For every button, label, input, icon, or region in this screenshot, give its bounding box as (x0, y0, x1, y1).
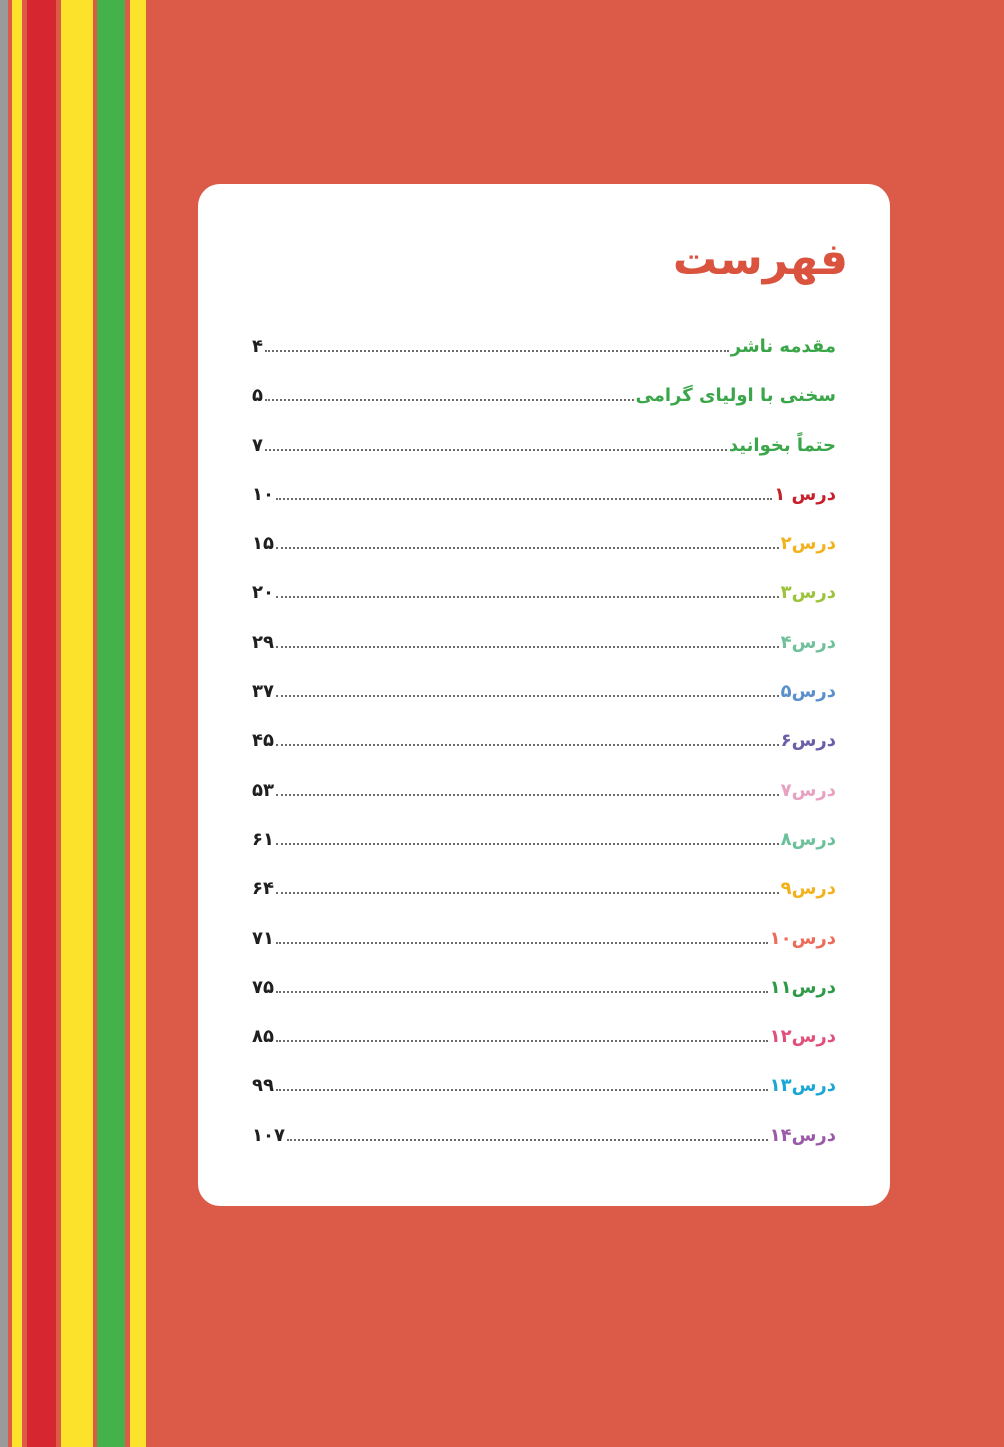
dotted-leader (276, 498, 772, 500)
toc-entry[interactable] (252, 385, 836, 434)
toc-entry-page-number: ۱۵ (252, 533, 274, 555)
stripe-red (27, 0, 56, 1447)
toc-entry-page-number: ۷ (252, 434, 263, 456)
toc-entry-label: درس۱۲ (769, 1026, 836, 1048)
toc-entry-label: درس ۱ (774, 483, 836, 505)
toc-entry-page-number: ۶۱ (252, 828, 274, 850)
toc-entry-page-number: ۴ (252, 336, 263, 357)
dotted-leader (276, 991, 768, 993)
dotted-leader (276, 942, 768, 944)
toc-entry-label: درس۳ (780, 582, 836, 604)
toc-entry[interactable] (252, 435, 836, 484)
dotted-leader (276, 843, 779, 845)
toc-entry-label: درس۱۰ (769, 927, 836, 949)
dotted-leader (265, 399, 634, 401)
toc-entry-page-number: ۱۰ (252, 483, 274, 505)
toc-entry-page-number: ۷۵ (252, 976, 274, 998)
toc-entry-page-number: ۲۰ (252, 582, 274, 604)
dotted-leader (276, 892, 779, 894)
toc-entry-page-number: ۶۴ (252, 878, 274, 900)
toc-entry[interactable] (252, 977, 836, 1026)
dotted-leader (265, 350, 729, 352)
toc-card (198, 184, 890, 1206)
toc-entry-page-number: ۳۷ (252, 681, 274, 703)
toc-list (252, 336, 836, 1174)
toc-entry[interactable] (252, 632, 836, 681)
toc-entry-page-number: ۴۵ (252, 730, 274, 752)
dotted-leader (276, 695, 779, 697)
toc-entry-page-number: ۱۰۷ (252, 1124, 285, 1146)
toc-entry[interactable] (252, 928, 836, 977)
toc-entry-label: درس۲ (780, 533, 836, 555)
page-title: فهرست (672, 234, 848, 285)
toc-entry-label: مقدمه ناشر (730, 336, 836, 357)
toc-entry-label: درس۴ (780, 631, 836, 653)
toc-entry-label: درس۶ (780, 730, 836, 752)
toc-entry-label: درس۹ (780, 878, 836, 900)
toc-entry-label: درس۱۱ (769, 976, 836, 998)
stripe-yellow-thin (12, 0, 22, 1447)
toc-entry-page-number: ۹۹ (252, 1075, 274, 1097)
toc-entry-label: درس۸ (780, 828, 836, 850)
stripe-green (97, 0, 125, 1447)
toc-entry[interactable] (252, 780, 836, 829)
dotted-leader (265, 449, 727, 451)
stripe-gray (0, 0, 8, 1447)
toc-entry-label: حتماً بخوانید (728, 434, 836, 456)
dotted-leader (276, 547, 779, 549)
toc-entry-label: درس۵ (780, 681, 836, 703)
toc-entry-label: درس۱۴ (769, 1124, 836, 1146)
dotted-leader (276, 744, 779, 746)
toc-entry-page-number: ۲۹ (252, 631, 274, 653)
dotted-leader (276, 794, 779, 796)
toc-entry-label: درس۷ (780, 779, 836, 801)
toc-entry-page-number: ۵ (252, 385, 263, 407)
toc-entry[interactable] (252, 681, 836, 730)
toc-entry-label: درس۱۳ (769, 1075, 836, 1097)
dotted-leader (276, 596, 779, 598)
dotted-leader (276, 1040, 768, 1042)
toc-entry[interactable] (252, 730, 836, 779)
toc-entry-page-number: ۵۳ (252, 779, 274, 801)
dotted-leader (276, 1089, 768, 1091)
dotted-leader (276, 646, 779, 648)
toc-entry[interactable] (252, 484, 836, 533)
toc-entry[interactable] (252, 582, 836, 631)
toc-entry-page-number: ۸۵ (252, 1026, 274, 1048)
stripe-yellow-wide (61, 0, 93, 1447)
toc-entry[interactable] (252, 336, 836, 385)
toc-entry-label: سخنی با اولیای گرامی (635, 385, 836, 407)
toc-entry[interactable] (252, 878, 836, 927)
toc-entry[interactable] (252, 1075, 836, 1124)
toc-entry[interactable] (252, 533, 836, 582)
toc-entry[interactable] (252, 1026, 836, 1075)
toc-entry[interactable] (252, 1125, 836, 1174)
dotted-leader (287, 1139, 768, 1141)
toc-entry[interactable] (252, 829, 836, 878)
stripe-yellow-right (130, 0, 146, 1447)
toc-entry-page-number: ۷۱ (252, 927, 274, 949)
